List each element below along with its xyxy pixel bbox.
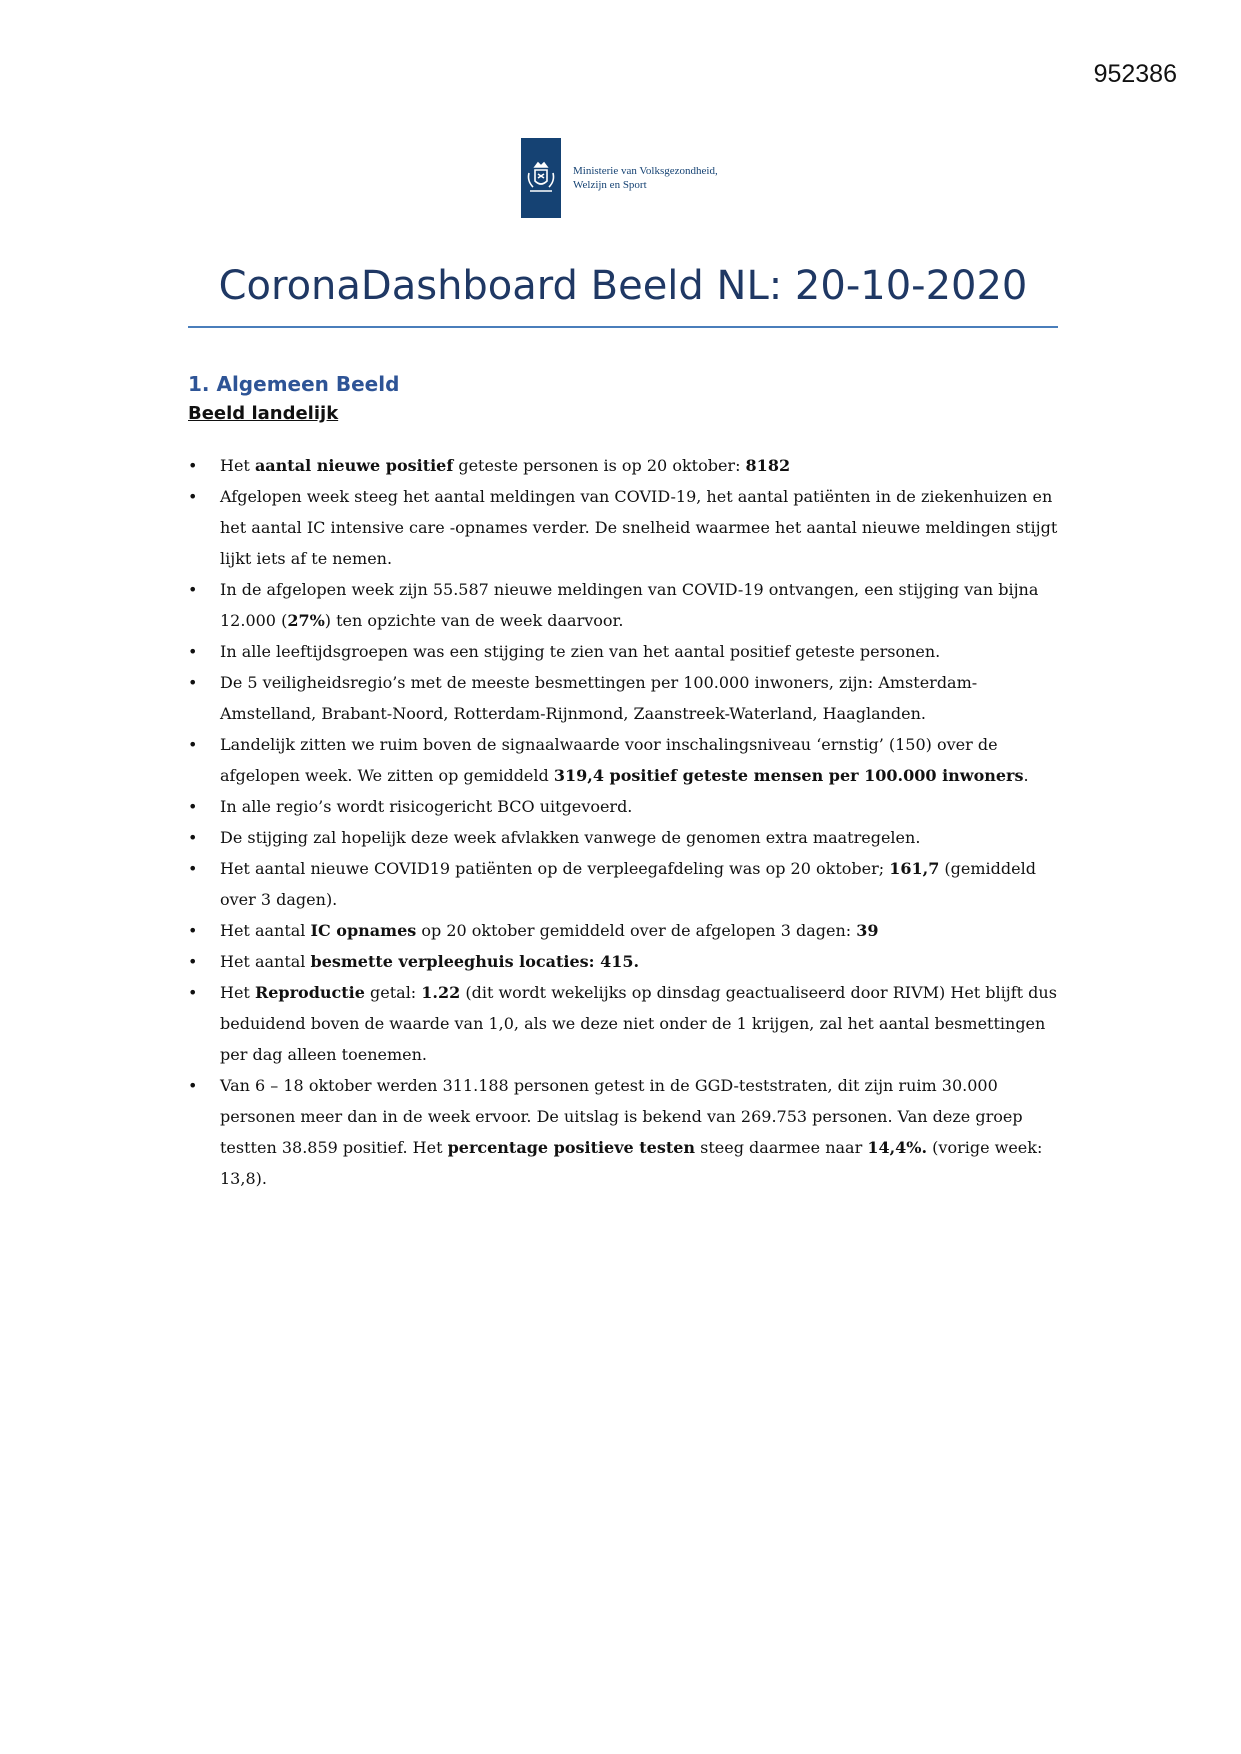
list-item: • Het aantal nieuwe COVID19 patiënten op de verpleegafdeling was op 20 oktober; 161,7 (gemiddeld over 3 dagen). (188, 853, 1068, 915)
list-item: • Afgelopen week steeg het aantal meldingen van COVID-19, het aantal patiënten in de ziekenhuizen en het aantal IC intensive care -opnames verder. De snelheid waarmee het aantal nieuwe meldingen stijgt lijkt iets af te nemen. (188, 481, 1068, 574)
list-item: • Het Reproductie getal: 1.22 (dit wordt wekelijks op dinsdag geactualiseerd door RIVM) Het blijft dus beduidend boven de waarde van 1,0, als we deze niet onder de 1 krijgen, zal het aantal besmettingen per dag alleen toenemen. (188, 977, 1068, 1070)
ministry-name-line-2: Welzijn en Sport (573, 179, 647, 191)
list-item: • Het aantal nieuwe positief geteste personen is op 20 oktober: 8182 (188, 450, 1068, 481)
coat-of-arms-icon (521, 138, 561, 218)
list-item: • De stijging zal hopelijk deze week afvlakken vanwege de genomen extra maatregelen. (188, 822, 1068, 853)
ministry-name (573, 164, 718, 192)
list-item: • Landelijk zitten we ruim boven de signaalwaarde voor inschalingsniveau ‘ernstig’ (150) over de afgelopen week. We zitten op gemiddeld 319,4 positief geteste mensen per 100.000 inwoners. (188, 729, 1068, 791)
ministry-logo (521, 138, 718, 218)
list-item: • Het aantal IC opnames op 20 oktober gemiddeld over de afgelopen 3 dagen: 39 (188, 915, 1068, 946)
section-heading: 1. Algemeen Beeld (188, 372, 400, 396)
page-title: CoronaDashboard Beeld NL: 20-10-2020 (218, 263, 1028, 309)
subheading: Beeld landelijk (188, 403, 339, 424)
list-item: • Het aantal besmette verpleeghuis locaties: 415. (188, 946, 1068, 977)
ministry-name-line-1: Ministerie van Volksgezondheid, (573, 165, 718, 177)
title-divider (188, 326, 1058, 328)
list-item: • In alle regio’s wordt risicogericht BCO uitgevoerd. (188, 791, 1068, 822)
list-item: • In de afgelopen week zijn 55.587 nieuwe meldingen van COVID-19 ontvangen, een stijging van bijna 12.000 (27%) ten opzichte van de week daarvoor. (188, 574, 1068, 636)
document-id: 952386 (1093, 60, 1177, 88)
list-item: • Van 6 – 18 oktober werden 311.188 personen getest in de GGD-teststraten, dit zijn ruim 30.000 personen meer dan in de week ervoor. De uitslag is bekend van 269.753 personen. Van deze groep testten 38.859 positief. Het percentage positieve testen steeg daarmee naar 14,4%. (vorige week: 13,8). (188, 1070, 1068, 1194)
list-item: • De 5 veiligheidsregio’s met de meeste besmettingen per 100.000 inwoners, zijn: Amsterdam-Amstelland, Brabant-Noord, Rotterdam-Rijnmond, Zaanstreek-Waterland, Haaglanden. (188, 667, 1068, 729)
bullet-list (188, 450, 1068, 1194)
list-item: • In alle leeftijdsgroepen was een stijging te zien van het aantal positief geteste personen. (188, 636, 1068, 667)
